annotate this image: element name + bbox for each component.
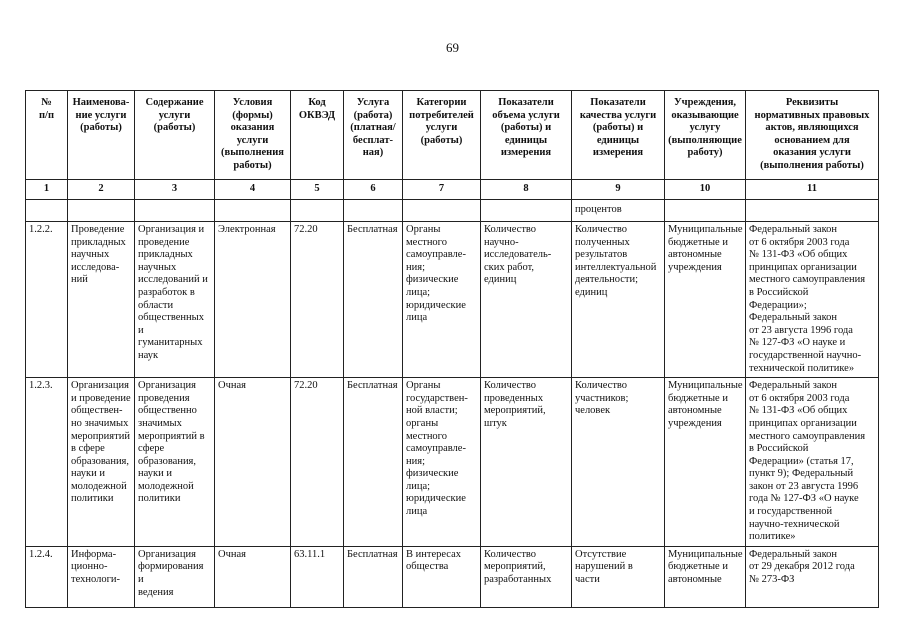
consumers-cell: Органы местного самоуправле- ния; физические лица; юридические лица bbox=[403, 222, 481, 378]
header-cell: Услуга (работа) (платная/ бесплат- ная) bbox=[344, 91, 403, 180]
conditions-cell: Электронная bbox=[215, 222, 291, 378]
legal-acts-cell: Федеральный закон от 6 октября 2003 года № 131-ФЗ «Об общих принципах организации местного самоуправления в Российской Федерации»; Федеральный закон от 23 августа 1996 года № 127-ФЗ «О науке и государственной научно- технической политике» bbox=[746, 222, 879, 378]
page-number: 69 bbox=[446, 40, 459, 55]
header-cell: Категории потребителей услуги (работы) bbox=[403, 91, 481, 180]
row-number-cell: 1.2.4. bbox=[26, 546, 68, 607]
paid-status-cell: Бесплатная bbox=[344, 546, 403, 607]
column-number-cell: 6 bbox=[344, 180, 403, 200]
column-number-cell: 8 bbox=[481, 180, 572, 200]
column-number-cell: 10 bbox=[665, 180, 746, 200]
header-cell: Показатели объема услуги (работы) и единицы измерения bbox=[481, 91, 572, 180]
header-cell: Условия (формы) оказания услуги (выполнения работы) bbox=[215, 91, 291, 180]
volume-cell: Количество научно- исследователь- ских работ, единиц bbox=[481, 222, 572, 378]
column-number-cell: 9 bbox=[572, 180, 665, 200]
column-number-cell: 4 bbox=[215, 180, 291, 200]
legal-acts-cell: Федеральный закон от 29 декабря 2012 года № 273-ФЗ bbox=[746, 546, 879, 607]
column-number-cell: 5 bbox=[291, 180, 344, 200]
service-content-cell: Организация проведения общественно значимых мероприятий в сфере образования, науки и молодежной политики bbox=[135, 378, 215, 547]
header-cell: Наименова- ние услуги (работы) bbox=[68, 91, 135, 180]
paid-status-cell: Бесплатная bbox=[344, 378, 403, 547]
institutions-cell: Муниципальные бюджетные и автономные учреждения bbox=[665, 378, 746, 547]
consumers-cell: Органы государствен- ной власти; органы местного самоуправле- ния; физические лица; юридические лица bbox=[403, 378, 481, 547]
services-table bbox=[25, 90, 879, 608]
column-number-cell: 3 bbox=[135, 180, 215, 200]
continuation-row bbox=[26, 200, 879, 222]
consumers-cell: В интересах общества bbox=[403, 546, 481, 607]
header-cell: Код ОКВЭД bbox=[291, 91, 344, 180]
table-row bbox=[26, 546, 879, 607]
okved-cell: 72.20 bbox=[291, 378, 344, 547]
service-content-cell: Организация формирования и ведения bbox=[135, 546, 215, 607]
service-name-cell: Информа- ционно- технологи- bbox=[68, 546, 135, 607]
column-number-cell: 1 bbox=[26, 180, 68, 200]
okved-cell: 72.20 bbox=[291, 222, 344, 378]
table-row bbox=[26, 222, 879, 378]
header-cell: Содержание услуги (работы) bbox=[135, 91, 215, 180]
row-number-cell: 1.2.3. bbox=[26, 378, 68, 547]
quality-unit-cell: процентов bbox=[572, 200, 665, 222]
legal-acts-cell: Федеральный закон от 6 октября 2003 года № 131-ФЗ «Об общих принципах организации местного самоуправления в Российской Федерации» (статья 17, пункт 9); Федеральный закон от 23 августа 1996 года № 127-ФЗ «О науке и государственной научно-технической политике» bbox=[746, 378, 879, 547]
header-cell: Реквизиты нормативных правовых актов, являющихся основанием для оказания услуги (выполнения работы) bbox=[746, 91, 879, 180]
conditions-cell: Очная bbox=[215, 378, 291, 547]
header-cell: Показатели качества услуги (работы) и единицы измерения bbox=[572, 91, 665, 180]
table-row bbox=[26, 378, 879, 547]
column-number-row bbox=[26, 180, 879, 200]
quality-cell: Отсутствие нарушений в части bbox=[572, 546, 665, 607]
service-name-cell: Организация и проведение обществен- но значимых мероприятий в сфере образования, науки и молодежной политики bbox=[68, 378, 135, 547]
service-name-cell: Проведение прикладных научных исследова- ний bbox=[68, 222, 135, 378]
institutions-cell: Муниципальные бюджетные и автономные bbox=[665, 546, 746, 607]
institutions-cell: Муниципальные бюджетные и автономные учреждения bbox=[665, 222, 746, 378]
header-cell: Учреждения, оказывающие услугу (выполняющие работу) bbox=[665, 91, 746, 180]
column-number-cell: 7 bbox=[403, 180, 481, 200]
paid-status-cell: Бесплатная bbox=[344, 222, 403, 378]
column-number-cell: 11 bbox=[746, 180, 879, 200]
table-header-row bbox=[26, 91, 879, 180]
volume-cell: Количество мероприятий, разработанных bbox=[481, 546, 572, 607]
header-cell: № п/п bbox=[26, 91, 68, 180]
volume-cell: Количество проведенных мероприятий, штук bbox=[481, 378, 572, 547]
conditions-cell: Очная bbox=[215, 546, 291, 607]
row-number-cell: 1.2.2. bbox=[26, 222, 68, 378]
quality-cell: Количество полученных результатов интеллектуальной деятельности; единиц bbox=[572, 222, 665, 378]
column-number-cell: 2 bbox=[68, 180, 135, 200]
okved-cell: 63.11.1 bbox=[291, 546, 344, 607]
service-content-cell: Организация и проведение прикладных научных исследований и разработок в области общественных и гуманитарных наук bbox=[135, 222, 215, 378]
quality-cell: Количество участников; человек bbox=[572, 378, 665, 547]
